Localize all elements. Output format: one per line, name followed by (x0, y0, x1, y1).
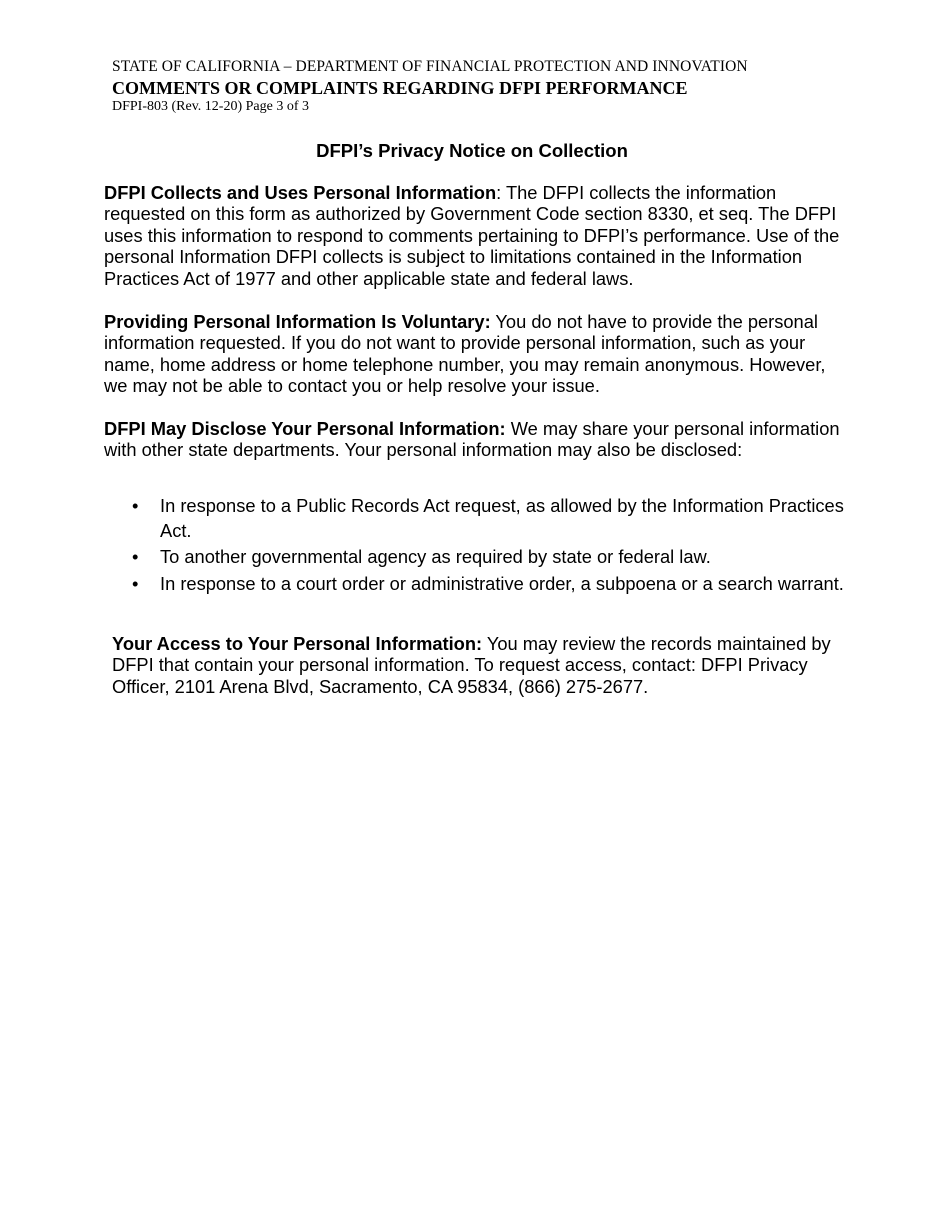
form-title: COMMENTS OR COMPLAINTS REGARDING DFPI PERFORMANCE (112, 78, 688, 98)
list-item (104, 572, 844, 597)
disclosure-list (104, 494, 844, 598)
list-item-text: In response to a court order or administrative order, a subpoena or a search warrant. (160, 572, 844, 594)
collects-heading: DFPI Collects and Uses Personal Information (104, 182, 497, 203)
collects-body: : The DFPI collects the information requested on this form as authorized by Government Code section 8330, et seq. The DFPI uses this information to respond to comments pertaining to DFPI’s performance. Use of the personal Information DFPI collects is subject to limitations contained in the Information Practices Act of 1977 and other applicable state and federal laws. (104, 182, 840, 289)
form-number: DFPI-803 (Rev. 12-20) Page 3 of 3 (112, 99, 310, 114)
list-item (104, 545, 844, 570)
voluntary-body: You do not have to provide the personal information requested. If you do not want to provide personal information, such as your name, home address or home telephone number, you may remain anonymous. However, we may not be able to contact you or help resolve your issue. (104, 311, 826, 397)
access-paragraph (112, 633, 852, 697)
list-item (104, 494, 844, 543)
collects-paragraph (104, 182, 844, 289)
bullet-icon: • (132, 546, 139, 567)
disclose-paragraph (104, 418, 844, 461)
privacy-notice-title: DFPI’s Privacy Notice on Collection (316, 140, 628, 161)
access-body: You may review the records maintained by DFPI that contain your personal information. To request access, contact: DFPI Privacy Officer, 2101 Arena Blvd, Sacramento, CA 95834, (866) 275-2677. (112, 633, 831, 697)
disclose-body: We may share your personal information with other state departments. Your personal information may also be disclosed: (104, 418, 840, 461)
list-item-text: In response to a Public Records Act request, as allowed by the Information Practices Act. (160, 495, 844, 541)
bullet-icon: • (132, 495, 139, 516)
voluntary-heading: Providing Personal Information Is Voluntary: (104, 311, 491, 332)
list-item-text: To another governmental agency as required by state or federal law. (160, 546, 711, 567)
agency-name: STATE OF CALIFORNIA – DEPARTMENT OF FINANCIAL PROTECTION AND INNOVATION (112, 58, 748, 75)
disclose-heading: DFPI May Disclose Your Personal Information: (104, 418, 506, 439)
access-heading: Your Access to Your Personal Information: (112, 633, 483, 654)
voluntary-paragraph (104, 311, 844, 397)
bullet-icon: • (132, 572, 139, 594)
